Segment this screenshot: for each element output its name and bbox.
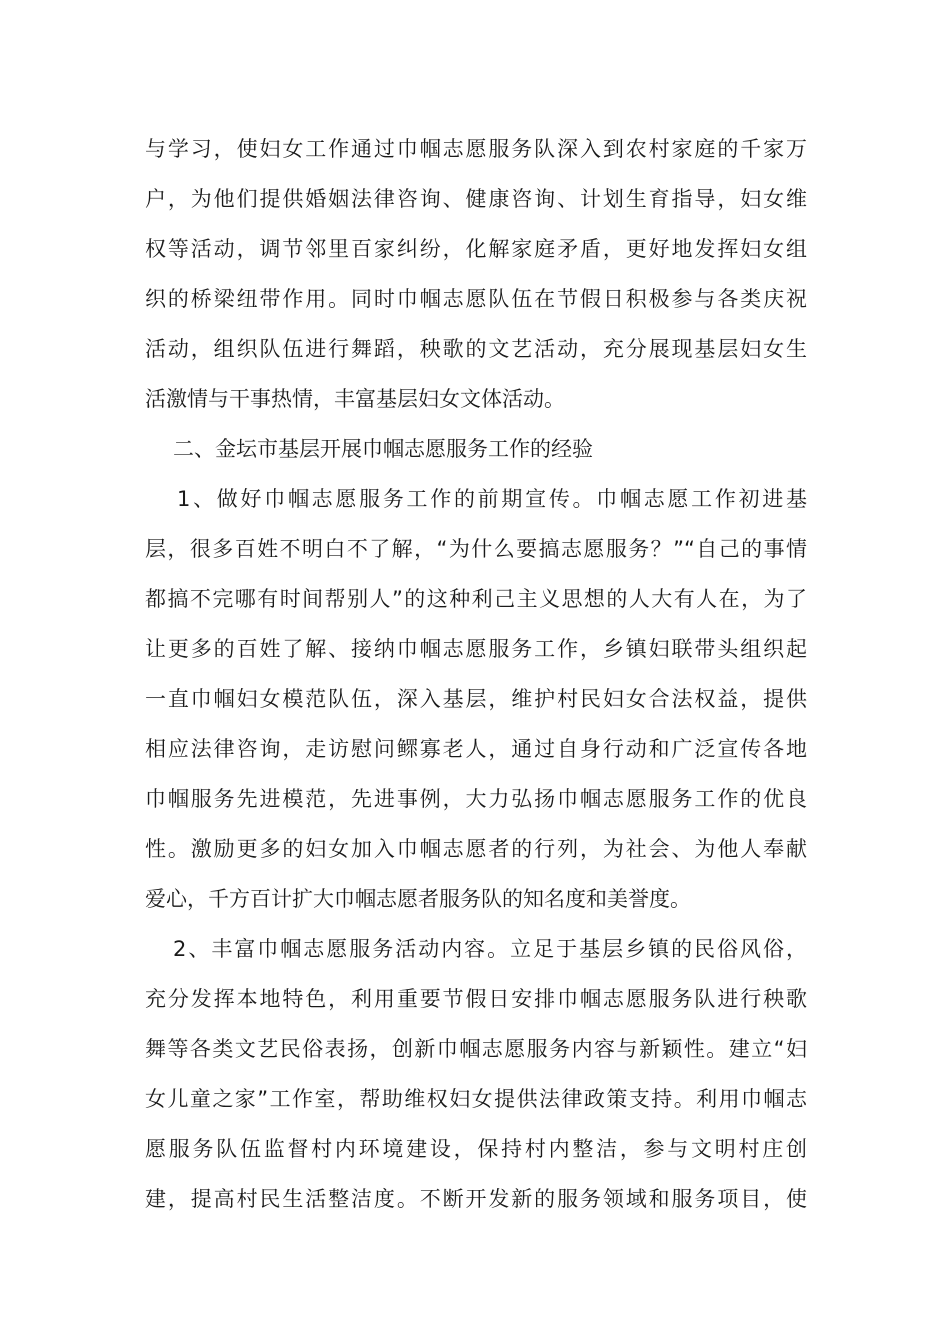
- paragraph-line: 愿服务队伍监督村内环境建设，保持村内整洁，参与文明村庄创: [145, 1137, 807, 1161]
- paragraph-line: 巾帼服务先进模范，先进事例，大力弘扬巾帼志愿服务工作的优良: [145, 787, 807, 811]
- paragraph-line: 建，提高村民生活整洁度。不断开发新的服务领域和服务项目，使: [145, 1187, 807, 1211]
- paragraph-line: 2、丰富巾帼志愿服务活动内容。立足于基层乡镇的民俗风俗，: [173, 937, 807, 961]
- paragraph-line: 户，为他们提供婚姻法律咨询、健康咨询、计划生育指导，妇女维: [145, 187, 807, 211]
- paragraph-line: 都搞不完哪有时间帮别人”的这种利己主义思想的人大有人在，为了: [145, 587, 807, 611]
- paragraph-line: 1、做好巾帼志愿服务工作的前期宣传。巾帼志愿工作初进基: [177, 487, 807, 511]
- paragraph-line: 层，很多百姓不明白不了解，“为什么要搞志愿服务？”“自己的事情: [145, 537, 807, 561]
- paragraph-line: 性。激励更多的妇女加入巾帼志愿者的行列，为社会、为他人奉献: [145, 837, 807, 861]
- paragraph-line: 充分发挥本地特色，利用重要节假日安排巾帼志愿服务队进行秧歌: [145, 987, 807, 1011]
- paragraph-line: 相应法律咨询，走访慰问鳏寡老人，通过自身行动和广泛宣传各地: [145, 737, 807, 761]
- paragraph-line: 织的桥梁纽带作用。同时巾帼志愿队伍在节假日积极参与各类庆祝: [145, 287, 807, 311]
- paragraph-line: 权等活动，调节邻里百家纠纷，化解家庭矛盾，更好地发挥妇女组: [145, 237, 807, 261]
- paragraph-line: 舞等各类文艺民俗表扬，创新巾帼志愿服务内容与新颖性。建立“妇: [145, 1037, 807, 1061]
- paragraph-line: 爱心，千方百计扩大巾帼志愿者服务队的知名度和美誉度。: [145, 887, 691, 911]
- paragraph-line: 活激情与干事热情，丰富基层妇女文体活动。: [145, 387, 565, 411]
- paragraph-line: 女儿童之家”工作室，帮助维权妇女提供法律政策支持。利用巾帼志: [145, 1087, 807, 1111]
- paragraph-line: 一直巾帼妇女模范队伍，深入基层，维护村民妇女合法权益，提供: [145, 687, 807, 711]
- paragraph-line: 让更多的百姓了解、接纳巾帼志愿服务工作，乡镇妇联带头组织起: [145, 637, 807, 661]
- paragraph-line: 活动，组织队伍进行舞蹈，秧歌的文艺活动，充分展现基层妇女生: [145, 337, 807, 361]
- section-heading: 二、金坛市基层开展巾帼志愿服务工作的经验: [173, 437, 593, 461]
- paragraph-line: 与学习，使妇女工作通过巾帼志愿服务队深入到农村家庭的千家万: [145, 137, 807, 161]
